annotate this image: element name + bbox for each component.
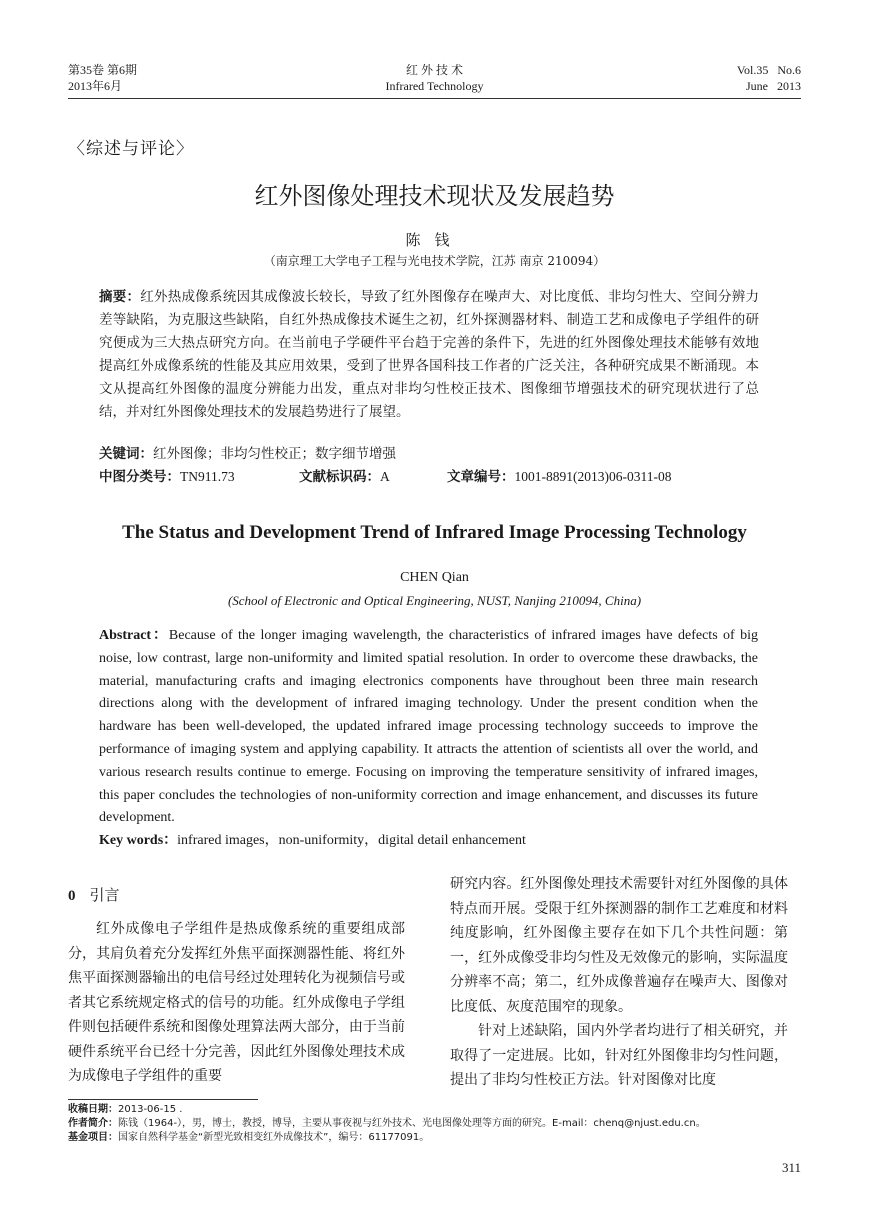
received-label: 收稿日期： [68,1104,118,1115]
clc-label: 中图分类号： [99,469,180,485]
section-tag: 〈综述与评论〉 [68,139,194,159]
author-bio-label: 作者简介： [68,1118,118,1129]
intro-paragraph-2: 针对上述缺陷，国内外学者均进行了相关研究，并取得了一定进展。比如，针对红外图像非均匀性问题，提出了非均匀性校正方法。针对图像对比度 [450,1023,788,1088]
doc-label: 文献标识码： [299,469,380,485]
date-cn: 2013年6月 [68,79,123,93]
section-title: 引言 [89,886,120,904]
doc-code [299,467,390,487]
title-en: The Status and Development Trend of Infrared Image Processing Technology [122,522,747,543]
header-right [737,62,801,94]
footnote-fund [68,1131,801,1145]
keywords-cn-label: 关键词： [99,446,153,462]
keywords-en-text: infrared images，non-uniformity，digital detail enhancement [177,833,526,848]
intro-paragraph-1-continued: 研究内容。红外图像处理技术需要针对红外图像的具体特点而开展。受限于红外探测器的制作工艺难度和材料纯度影响，红外图像主要存在如下几个共性问题：第一，红外成像受非均匀性及无效像元的影响，实际温度分辨率不高；第二，红外成像普遍存在噪声大、图像对比度低、灰度范围窄的现象。 [450,876,788,1015]
date-en: June 2013 [746,79,801,93]
body-column-right [450,872,788,1093]
header-center [68,62,801,94]
section-heading-intro [68,884,120,905]
keywords-cn-text: 红外图像；非均匀性校正；数字细节增强 [153,446,396,462]
abstract-en-label: Abstract： [99,628,169,643]
author-cn: 陈钱 [405,231,464,249]
doc-value: A [380,469,390,484]
keywords-en-label: Key words： [99,833,178,848]
affiliation-en: (School of Electronic and Optical Engineering, NUST, Nanjing 210094, China) [227,593,642,608]
author-bio-value: 陈钱（1964-），男，博士，教授，博导，主要从事夜视与红外技术、光电图像处理等方面的研究。E-mail：chenq@njust.edu.cn。 [118,1118,706,1129]
article-number [447,467,671,487]
intro-paragraph-1: 红外成像电子学组件是热成像系统的重要组成部分，其肩负着充分发挥红外焦平面探测器性能、将红外焦平面探测器输出的电信号经过处理转化为视频信号或者其它系统规定格式的信号的功能。红外成像电子学组件则包括硬件系统和图像处理算法两大部分，由于当前硬件系统平台已经十分完善，因此红外图像处理技术成为成像电子学组件的重要 [68,921,405,1084]
article-label: 文章编号： [447,469,515,485]
abstract-en-text: Because of the longer imaging wavelength, the characteristics of infrared images have defects of big noise, low contrast, large non-uniformity and limited spatial resolution. In order to overcome these drawbacks, the material, manufacturing crafts and imaging electronics components have throughout been three main research directions along with the development of infrared imaging technology. Under the present condition when the hardware has been well-developed, the updated infrared image processing technology succeeds to improve the performance of imaging system and applying capability. It attracts the attention of scientists all over the world, and various research results continue to emerge. Focusing on improving the temperature sensitivity of infrared images, this paper concludes the technologies of non-uniformity correction and image enhancement, and discusses its future development. [99,628,758,826]
footnote-received [68,1103,801,1117]
keywords-en [99,830,759,852]
journal-name-cn: 红 外 技 术 [405,63,463,77]
volume-issue-en: Vol.35 No.6 [736,63,801,77]
author-en: CHEN Qian [400,570,469,585]
abstract-cn-text: 红外热成像系统因其成像波长较长，导致了红外图像存在噪声大、对比度低、非均匀性大、空间分辨力差等缺陷，为克服这些缺陷，自红外热成像技术诞生之初，红外探测器材料、制造工艺和成像电子学组件的研究便成为三大热点研究方向。在当前电子学硬件平台趋于完善的条件下，先进的红外图像处理技术能够有效地提高红外成像系统的性能及其应用效果，受到了世界各国科技工作者的广泛关注，各种研究成果不断涌现。本文从提高红外图像的温度分辨能力出发，重点对非均匀性校正技术、图像细节增强技术的研究现状进行了总结，并对红外图像处理技术的发展趋势进行了展望。 [99,289,760,420]
section-number: 0 [68,888,76,904]
footnote-rule [68,1099,258,1100]
fund-value: 国家自然科学基金“新型光致相变红外成像技术”，编号：61177091。 [118,1132,430,1143]
keywords-cn [99,444,759,464]
clc-value: TN911.73 [180,469,235,484]
journal-name-en: Infrared Technology [385,79,484,93]
clc-number [99,467,235,487]
received-value: 2013-06-15 . [118,1104,183,1115]
body-column-left [68,917,405,1089]
abstract-en [99,625,758,830]
fund-label: 基金项目： [68,1132,118,1143]
journal-header [68,62,801,99]
abstract-cn [99,286,759,424]
footnotes [68,1103,801,1145]
abstract-cn-label: 摘要： [99,289,141,305]
footnote-author [68,1117,801,1131]
title-cn: 红外图像处理技术现状及发展趋势 [254,182,615,210]
affiliation-cn: （南京理工大学电子工程与光电技术学院，江苏 南京 210094） [263,254,606,268]
volume-issue-cn: 第35卷 第6期 [68,63,138,77]
article-value: 1001-8891(2013)06-0311-08 [514,469,672,484]
page-number: 311 [781,1160,801,1175]
